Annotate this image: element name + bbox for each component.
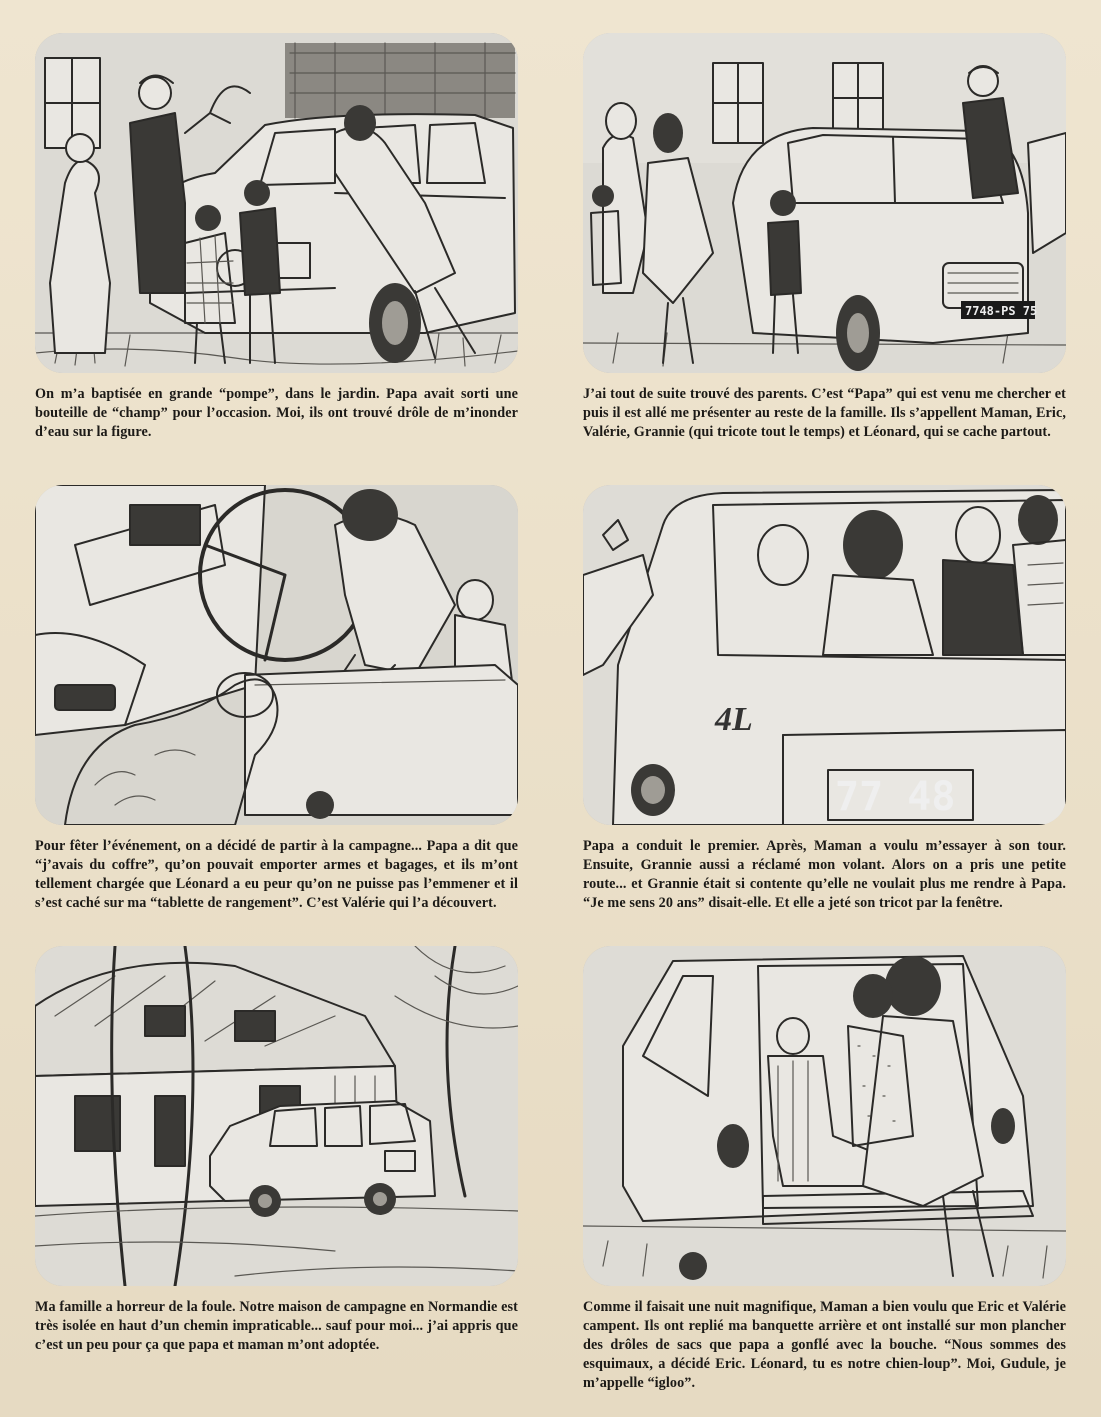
illustration-driving [583,485,1066,825]
panel-caption: J’ai tout de suite trouvé des parents. C’est “Papa” qui est venu me chercher et puis il est allé me présenter au reste de la famille. Ils s’appellent Maman, Eric, Valérie, Grannie (qui tricote tout le temps) et Léonard, qui se cache partout. [583,386,1066,440]
illustration-dog [35,485,518,825]
story-panel-3 [35,485,518,913]
illustration-baptism [35,33,518,373]
sketch-family [583,33,1066,373]
sketch-house [35,946,518,1286]
panel-caption: Ma famille a horreur de la foule. Notre maison de campagne en Normandie est très isolée en haut d’un chemin impraticable... sauf pour moi... j’ai appris que c’est un peu pour ça que papa et maman m’ont adoptée. [35,1299,518,1353]
story-panel-4 [583,485,1066,913]
license-plate-text: 77 48 [835,774,956,820]
story-panel-6 [583,946,1066,1393]
renault-4l-badge [714,701,753,738]
sketch-baptism [35,33,518,373]
illustration-family [583,33,1066,373]
story-panel-2 [583,33,1066,442]
story-panel-5 [35,946,518,1355]
sketch-driving [583,485,1066,825]
license-plate-text: 7748-PS 75 [965,304,1038,318]
illustration-camping [583,946,1066,1286]
panel-caption: Pour fêter l’événement, on a décidé de partir à la campagne... Papa a dit que “j’avais du coffre”, qu’on pouvait emporter armes et bagages, et ils m’ont tellement chargée que Léonard a eu peur qu’on ne puisse pas l’emmener et il s’est caché sur ma “tablette de rangement”. C’est Valérie qui l’a découvert. [35,838,518,911]
illustration-country-house [35,946,518,1286]
panel-caption: Comme il faisait une nuit magnifique, Maman a bien voulu que Eric et Valérie campent. Ils ont replié ma banquette arrière et ont installé sur mon plancher des drôles de sacs que papa a gonflé avec la bouche. “Nous sommes des esquimaux, a décidé Eric. Léonard, tu es notre chien-loup”. Moi, Gudule, je m’appelle “igloo”. [583,1299,1066,1391]
panel-caption: Papa a conduit le premier. Après, Maman a voulu m’essayer à son tour. Ensuite, Grannie aussi a réclamé mon volant. Alors on a pris une petite route... et Grannie était si contente qu’elle ne voulait plus me rendre à Papa. “Je me sens 20 ans” disait-elle. Et elle a jeté son tricot par la fenêtre. [583,838,1066,911]
sketch-dog [35,485,518,825]
panel-caption: On m’a baptisée en grande “pompe”, dans le jardin. Papa avait sorti une bouteille de “champ” pour l’occasion. Moi, ils ont trouvé drôle de m’inonder d’eau sur la figure. [35,386,518,440]
story-panel-1 [35,33,518,442]
svg-text:4L: 4L [715,701,753,738]
sketch-camping [583,946,1066,1286]
